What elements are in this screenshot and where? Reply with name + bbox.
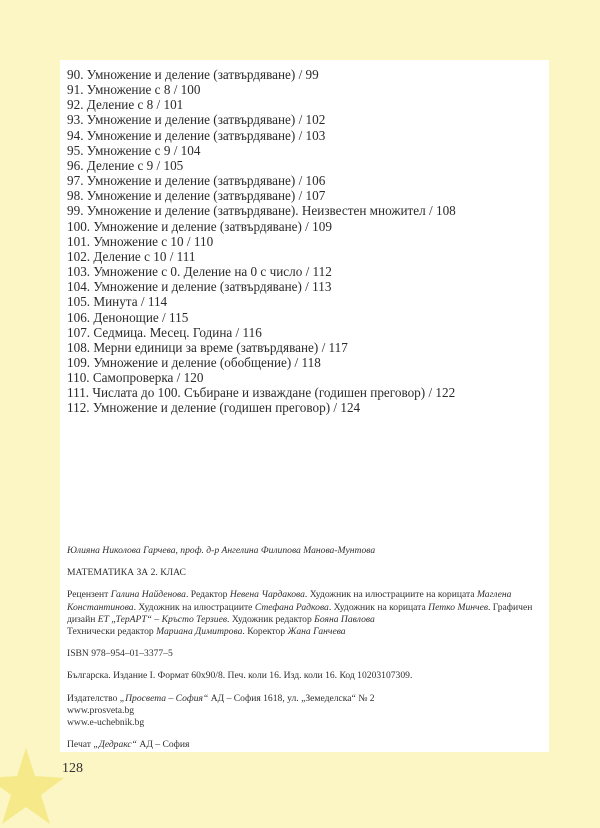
toc-item: 111. Числата до 100. Събиране и изваждане (годишен преговор) / 122 xyxy=(67,385,456,401)
toc-item: 104. Умножение и деление (затвърдяване) / 113 xyxy=(67,279,332,295)
cover-illustrator-name: Маглена Константинова xyxy=(67,589,512,613)
printer-info xyxy=(67,739,545,751)
credits xyxy=(67,589,545,638)
proofreader-name: Жана Ганчева xyxy=(287,626,346,638)
imprint xyxy=(67,545,545,751)
toc-item: 110. Самопроверка / 120 xyxy=(67,370,204,386)
isbn: ISBN 978–954–01–3377–5 xyxy=(67,648,173,660)
tech-editor-label: Технически редактор xyxy=(67,626,157,638)
table-of-contents xyxy=(67,67,456,416)
toc-item: 105. Минута / 114 xyxy=(67,294,168,310)
proofreader-label: . Коректор xyxy=(242,626,288,638)
toc-item: 101. Умножение с 10 / 110 xyxy=(67,233,214,249)
graphic-design-label: . Графичен дизайн xyxy=(67,601,533,625)
illustrator-name: Стефана Радкова xyxy=(254,601,329,613)
publisher-name: „Просвета – София“ xyxy=(119,692,209,704)
toc-item: 109. Умножение и деление (обобщение) / 118 xyxy=(67,354,321,370)
cover-illustrator-label: . Художник на илюстрациите на корицата xyxy=(304,589,477,601)
toc-item: 91. Умножение с 8 / 100 xyxy=(67,82,201,98)
cover-artist-label: . Художник на корицата xyxy=(328,601,429,613)
toc-item: 112. Умножение и деление (годишен преговор) / 124 xyxy=(67,400,361,416)
edition-info: Българска. Издание I. Формат 60х90/8. Печ. коли 16. Изд. коли 16. Код 10203107309. xyxy=(67,670,413,682)
publisher-prefix: Издателство xyxy=(67,692,120,704)
toc-item: 108. Мерни единици за време (затвърдяване) / 117 xyxy=(67,339,348,355)
toc-item: 95. Умножение с 9 / 104 xyxy=(67,142,201,158)
art-editor-name: Бояна Павлова xyxy=(314,613,375,625)
toc-item: 99. Умножение и деление (затвърдяване). Неизвестен множител / 108 xyxy=(67,203,456,219)
toc-item: 93. Умножение и деление (затвърдяване) / 102 xyxy=(67,112,326,128)
authors: Юлияна Николова Гарчева, проф. д-р Ангелина Филипова Манова-Мунтова xyxy=(67,545,376,556)
printer-suffix: АД – София xyxy=(137,739,190,751)
toc-item: 90. Умножение и деление (затвърдяване) / 99 xyxy=(67,67,319,82)
toc-item: 94. Умножение и деление (затвърдяване) / 103 xyxy=(67,127,326,143)
toc-item: 100. Умножение и деление (затвърдяване) / 109 xyxy=(67,218,332,234)
website-link: www.e-uchebnik.bg xyxy=(67,717,145,729)
illustrator-label: . Художник на илюстрациите xyxy=(133,601,255,613)
toc-item: 98. Умножение и деление (затвърдяване) / 107 xyxy=(67,188,326,204)
graphic-design-name: ЕТ „ТерАРТ“ – Кръсто Терзиев xyxy=(97,613,228,625)
content-panel xyxy=(60,60,549,752)
reviewer-name: Галина Найденова xyxy=(110,589,186,601)
art-editor-label: . Художник редактор xyxy=(227,613,315,625)
tech-editor-name: Мариана Димитрова xyxy=(156,626,243,638)
printer-prefix: Печат xyxy=(67,739,94,751)
book-title: МАТЕМАТИКА ЗА 2. КЛАС xyxy=(67,567,186,579)
toc-item: 97. Умножение и деление (затвърдяване) / 106 xyxy=(67,173,326,189)
editor-name: Невена Чардакова xyxy=(229,589,305,601)
star-decoration-icon xyxy=(0,748,66,828)
reviewer-label: Рецензент xyxy=(67,589,111,601)
editor-label: . Редактор xyxy=(185,589,230,601)
cover-artist-name: Петко Минчев xyxy=(428,601,488,613)
printer-name: „Дедракс“ xyxy=(93,739,137,751)
toc-item: 96. Деление с 9 / 105 xyxy=(67,157,184,173)
publisher-address: АД – София 1618, ул. „Земеделска“ № 2 xyxy=(208,692,375,704)
toc-item: 106. Денонощие / 115 xyxy=(67,309,189,325)
publisher-info xyxy=(67,693,545,730)
toc-item: 92. Деление с 8 / 101 xyxy=(67,97,184,113)
website-link: www.prosveta.bg xyxy=(67,704,135,716)
toc-item: 107. Седмица. Месец. Година / 116 xyxy=(67,324,262,340)
page-number: 128 xyxy=(62,761,83,776)
toc-item: 103. Умножение с 0. Деление на 0 с число / 112 xyxy=(67,264,332,280)
toc-item: 102. Деление с 10 / 111 xyxy=(67,248,196,264)
